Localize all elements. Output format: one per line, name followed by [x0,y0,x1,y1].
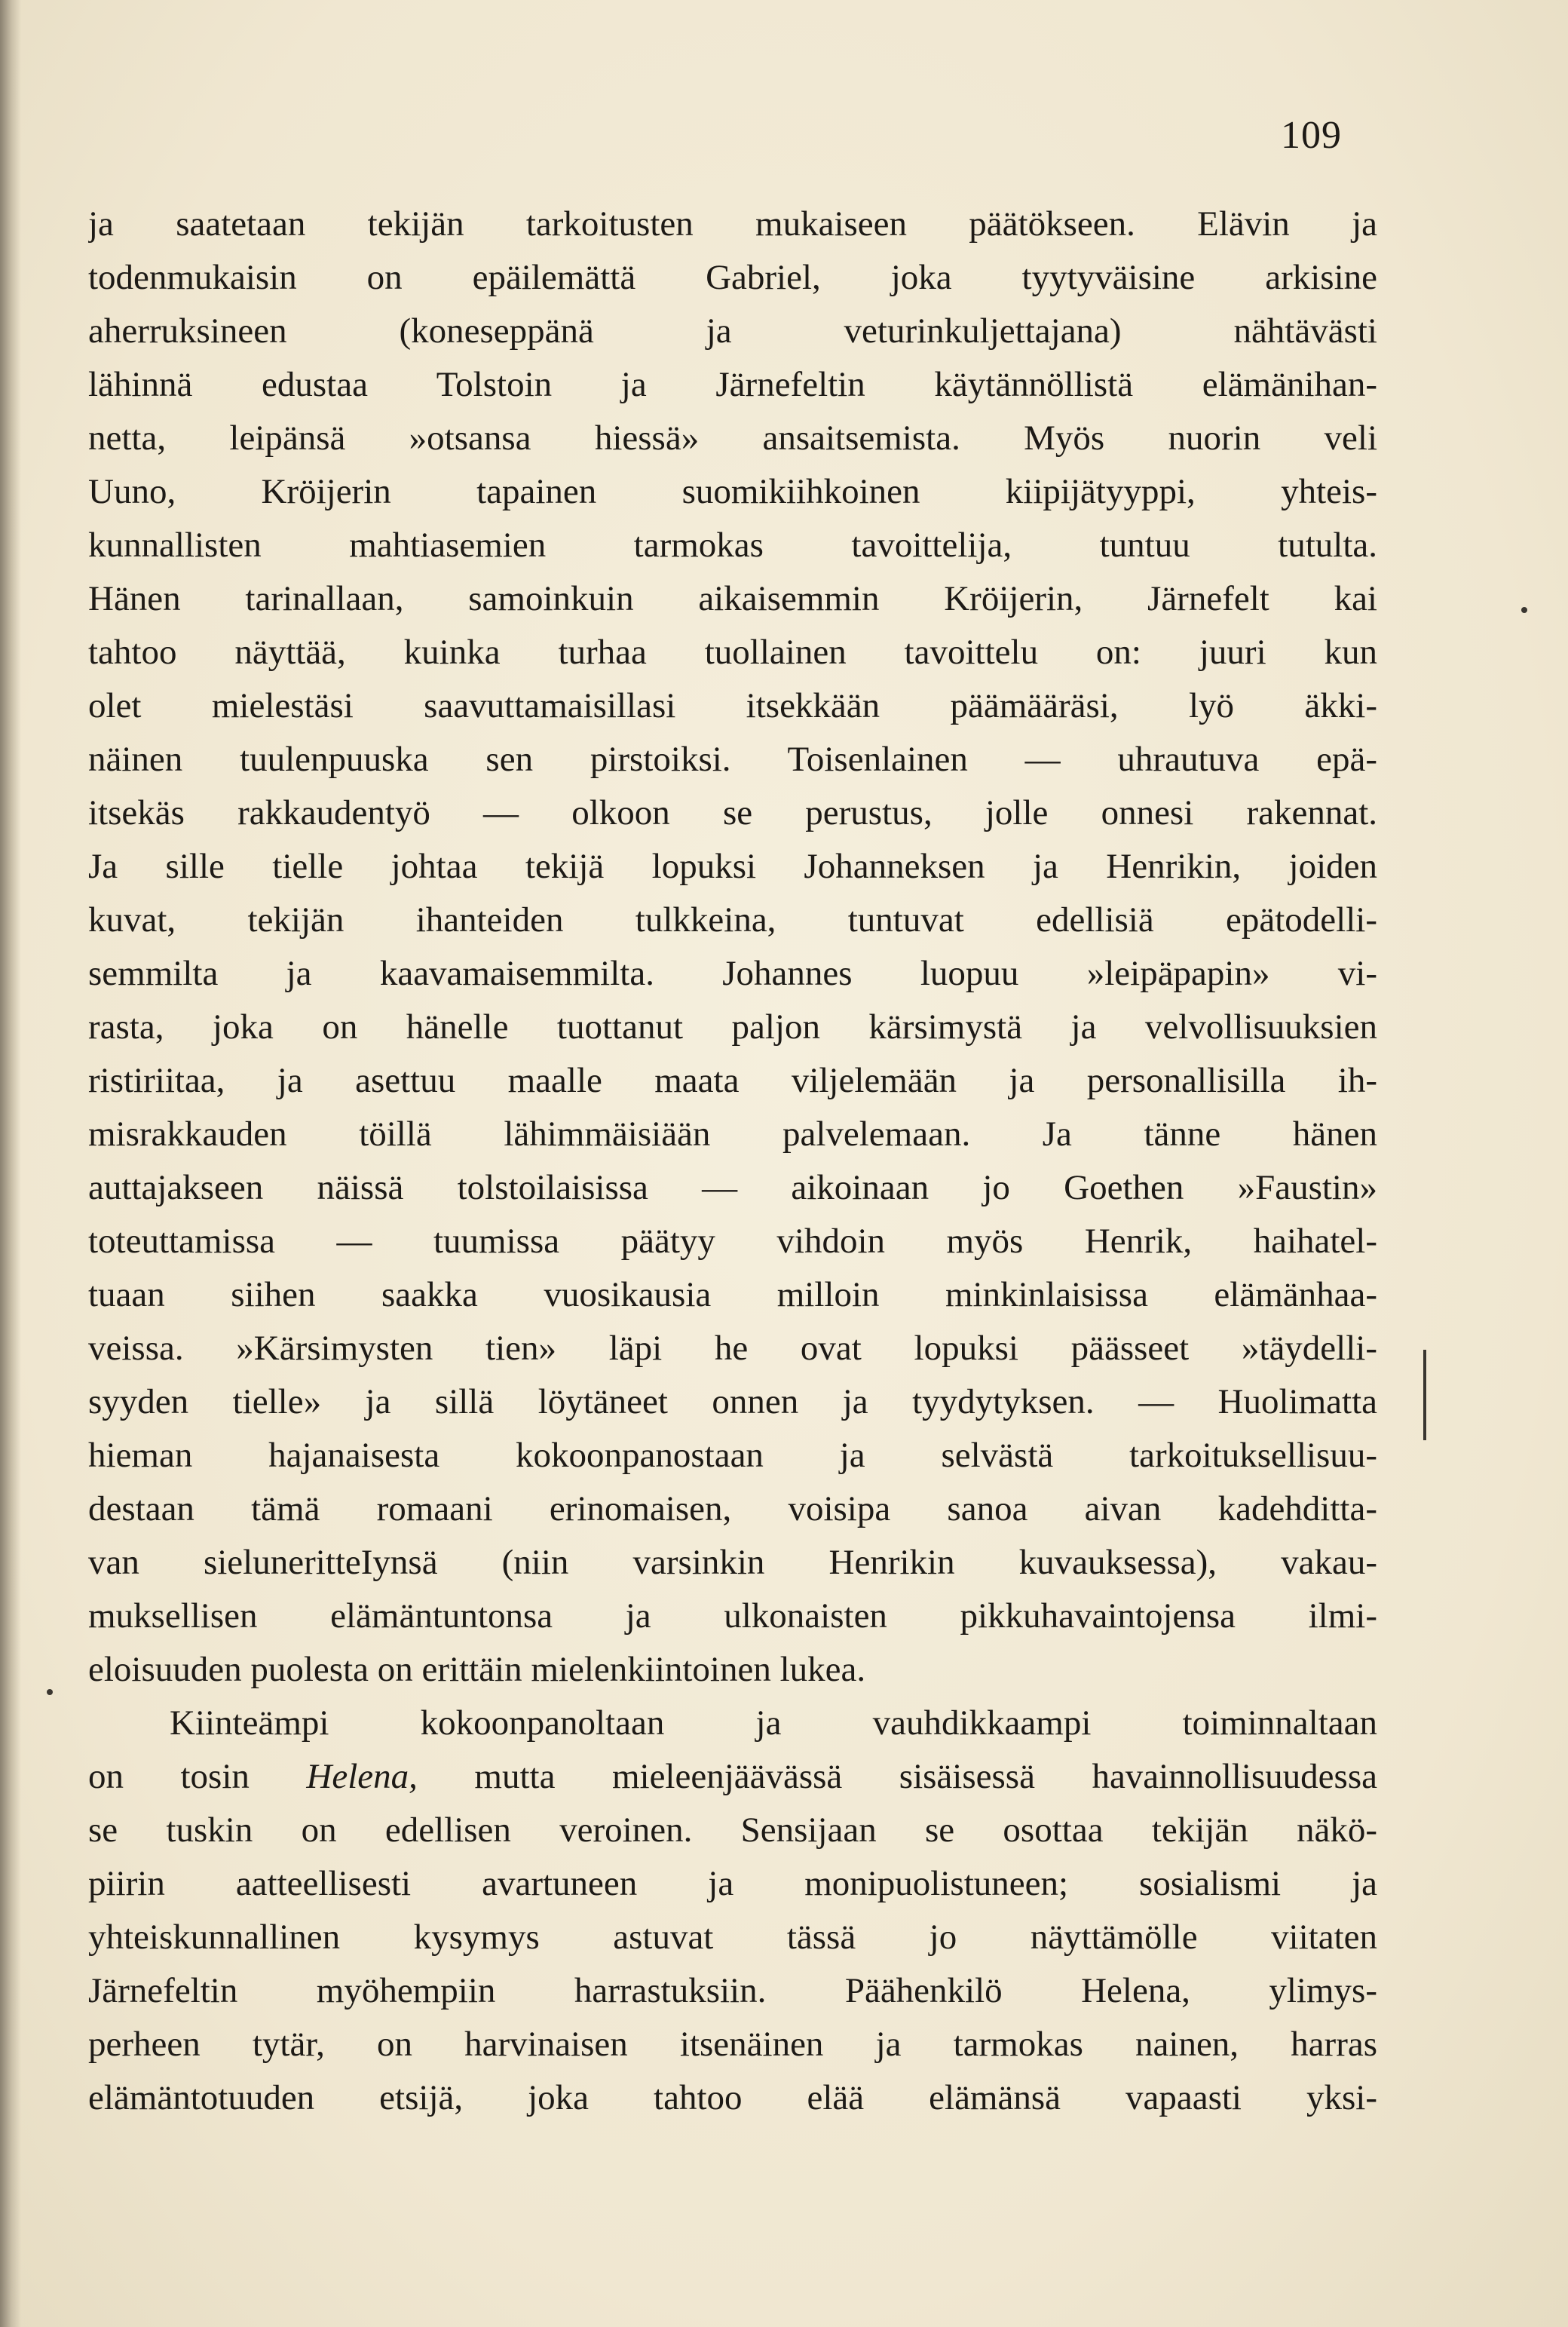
text-line: yhteiskunnallinen kysymys astuvat tässä jo näyttämölle viitaten [88,1918,1377,1957]
text-run: on tosin [88,1757,307,1796]
text-line: hieman hajanaisesta kokoonpanostaan ja selvästä tarkoituksellisuu- [88,1436,1377,1475]
text-line: syyden tielle» ja sillä löytäneet onnen ja tyydytyksen. — Huolimatta [88,1382,1377,1421]
margin-dot-mark [47,1689,53,1695]
text-line: rasta, joka on hänelle tuottanut paljon kärsimystä ja velvollisuuksien [88,1007,1377,1047]
text-line: itsekäs rakkaudentyö — olkoon se perustus, jolle onnesi rakennat. [88,793,1377,832]
body-text [88,198,1377,2125]
text-line: semmilta ja kaavamaisemmilta. Johannes luopuu »leipäpapin» vi- [88,954,1377,993]
text-line: misrakkauden töillä lähimmäisiään palvelemaan. Ja tänne hänen [88,1114,1377,1154]
text-line: Uuno, Kröijerin tapainen suomikiihkoinen kiipijätyyppi, yhteis- [88,472,1377,511]
paragraph-end-line: eloisuuden puolesta on erittäin mielenkiintoinen lukea. [88,1650,866,1689]
text-line: todenmukaisin on epäilemättä Gabriel, joka tyytyväisine arkisine [88,258,1377,297]
text-line: se tuskin on edellisen veroinen. Sensijaan se osottaa tekijän näkö- [88,1810,1377,1850]
page-spine-shadow [0,0,21,2327]
text-line: auttajakseen näissä tolstoilaisissa — aikoinaan jo Goethen »Faustin» [88,1168,1377,1207]
margin-bar-mark [1423,1350,1426,1440]
text-line: destaan tämä romaani erinomaisen, voisipa sanoa aivan kadehditta- [88,1489,1377,1528]
book-title-helena: Helena, [306,1757,418,1796]
text-line: aherruksineen (koneseppänä ja veturinkuljettajana) nähtävästi [88,311,1377,351]
text-line: perheen tytär, on harvinaisen itsenäinen ja tarmokas nainen, harras [88,2025,1377,2064]
paragraph-start-line: Kiinteämpi kokoonpanoltaan ja vauhdikkaampi toiminnaltaan [170,1703,1377,1743]
text-line: tahtoo näyttää, kuinka turhaa tuollainen tavoittelu on: juuri kun [88,633,1377,672]
text-line: toteuttamissa — tuumissa päätyy vihdoin myös Henrik, haihatel- [88,1222,1377,1261]
text-line: näinen tuulenpuuska sen pirstoiksi. Toisenlainen — uhrautuva epä- [88,740,1377,779]
text-line: ristiriitaa, ja asettuu maalle maata viljelemään ja personallisilla ih- [88,1061,1377,1100]
text-line: van sieluneritteIynsä (niin varsinkin Henrikin kuvauksessa), vakau- [88,1543,1377,1582]
text-line: Ja sille tielle johtaa tekijä lopuksi Johanneksen ja Henrikin, joiden [88,847,1377,886]
text-line: kunnallisten mahtiasemien tarmokas tavoittelija, tuntuu tutulta. [88,526,1377,565]
text-line: tuaan siihen saakka vuosikausia milloin minkinlaisissa elämänhaa- [88,1275,1377,1314]
margin-dot-mark [1521,607,1527,613]
text-line: lähinnä edustaa Tolstoin ja Järnefeltin käytännöllistä elämänihan- [88,365,1377,404]
text-line: ja saatetaan tekijän tarkoitusten mukaiseen päätökseen. Elävin ja [88,204,1377,244]
text-line: piirin aatteellisesti avartuneen ja monipuolistuneen; sosialismi ja [88,1864,1377,1903]
text-line: olet mielestäsi saavuttamaisillasi itsekkään päämääräsi, lyö äkki- [88,686,1377,725]
text-line: veissa. »Kärsimysten tien» läpi he ovat lopuksi päässeet »täydelli- [88,1329,1377,1368]
text-line: kuvat, tekijän ihanteiden tulkkeina, tuntuvat edellisiä epätodelli- [88,900,1377,940]
text-line: Hänen tarinallaan, samoinkuin aikaisemmin Kröijerin, Järnefelt kai [88,579,1377,618]
text-line: muksellisen elämäntuntonsa ja ulkonaisten pikkuhavaintojensa ilmi- [88,1596,1377,1636]
text-line: Järnefeltin myöhempiin harrastuksiin. Päähenkilö Helena, ylimys- [88,1971,1377,2010]
text-line: elämäntotuuden etsijä, joka tahtoo elää elämänsä vapaasti yksi- [88,2078,1377,2117]
page-number: 109 [1281,114,1342,157]
text-run: mutta mieleenjäävässä sisäisessä havainnollisuudessa [417,1757,1377,1796]
text-line [88,1750,1377,1804]
text-line: netta, leipänsä »otsansa hiessä» ansaitsemista. Myös nuorin veli [88,418,1377,458]
